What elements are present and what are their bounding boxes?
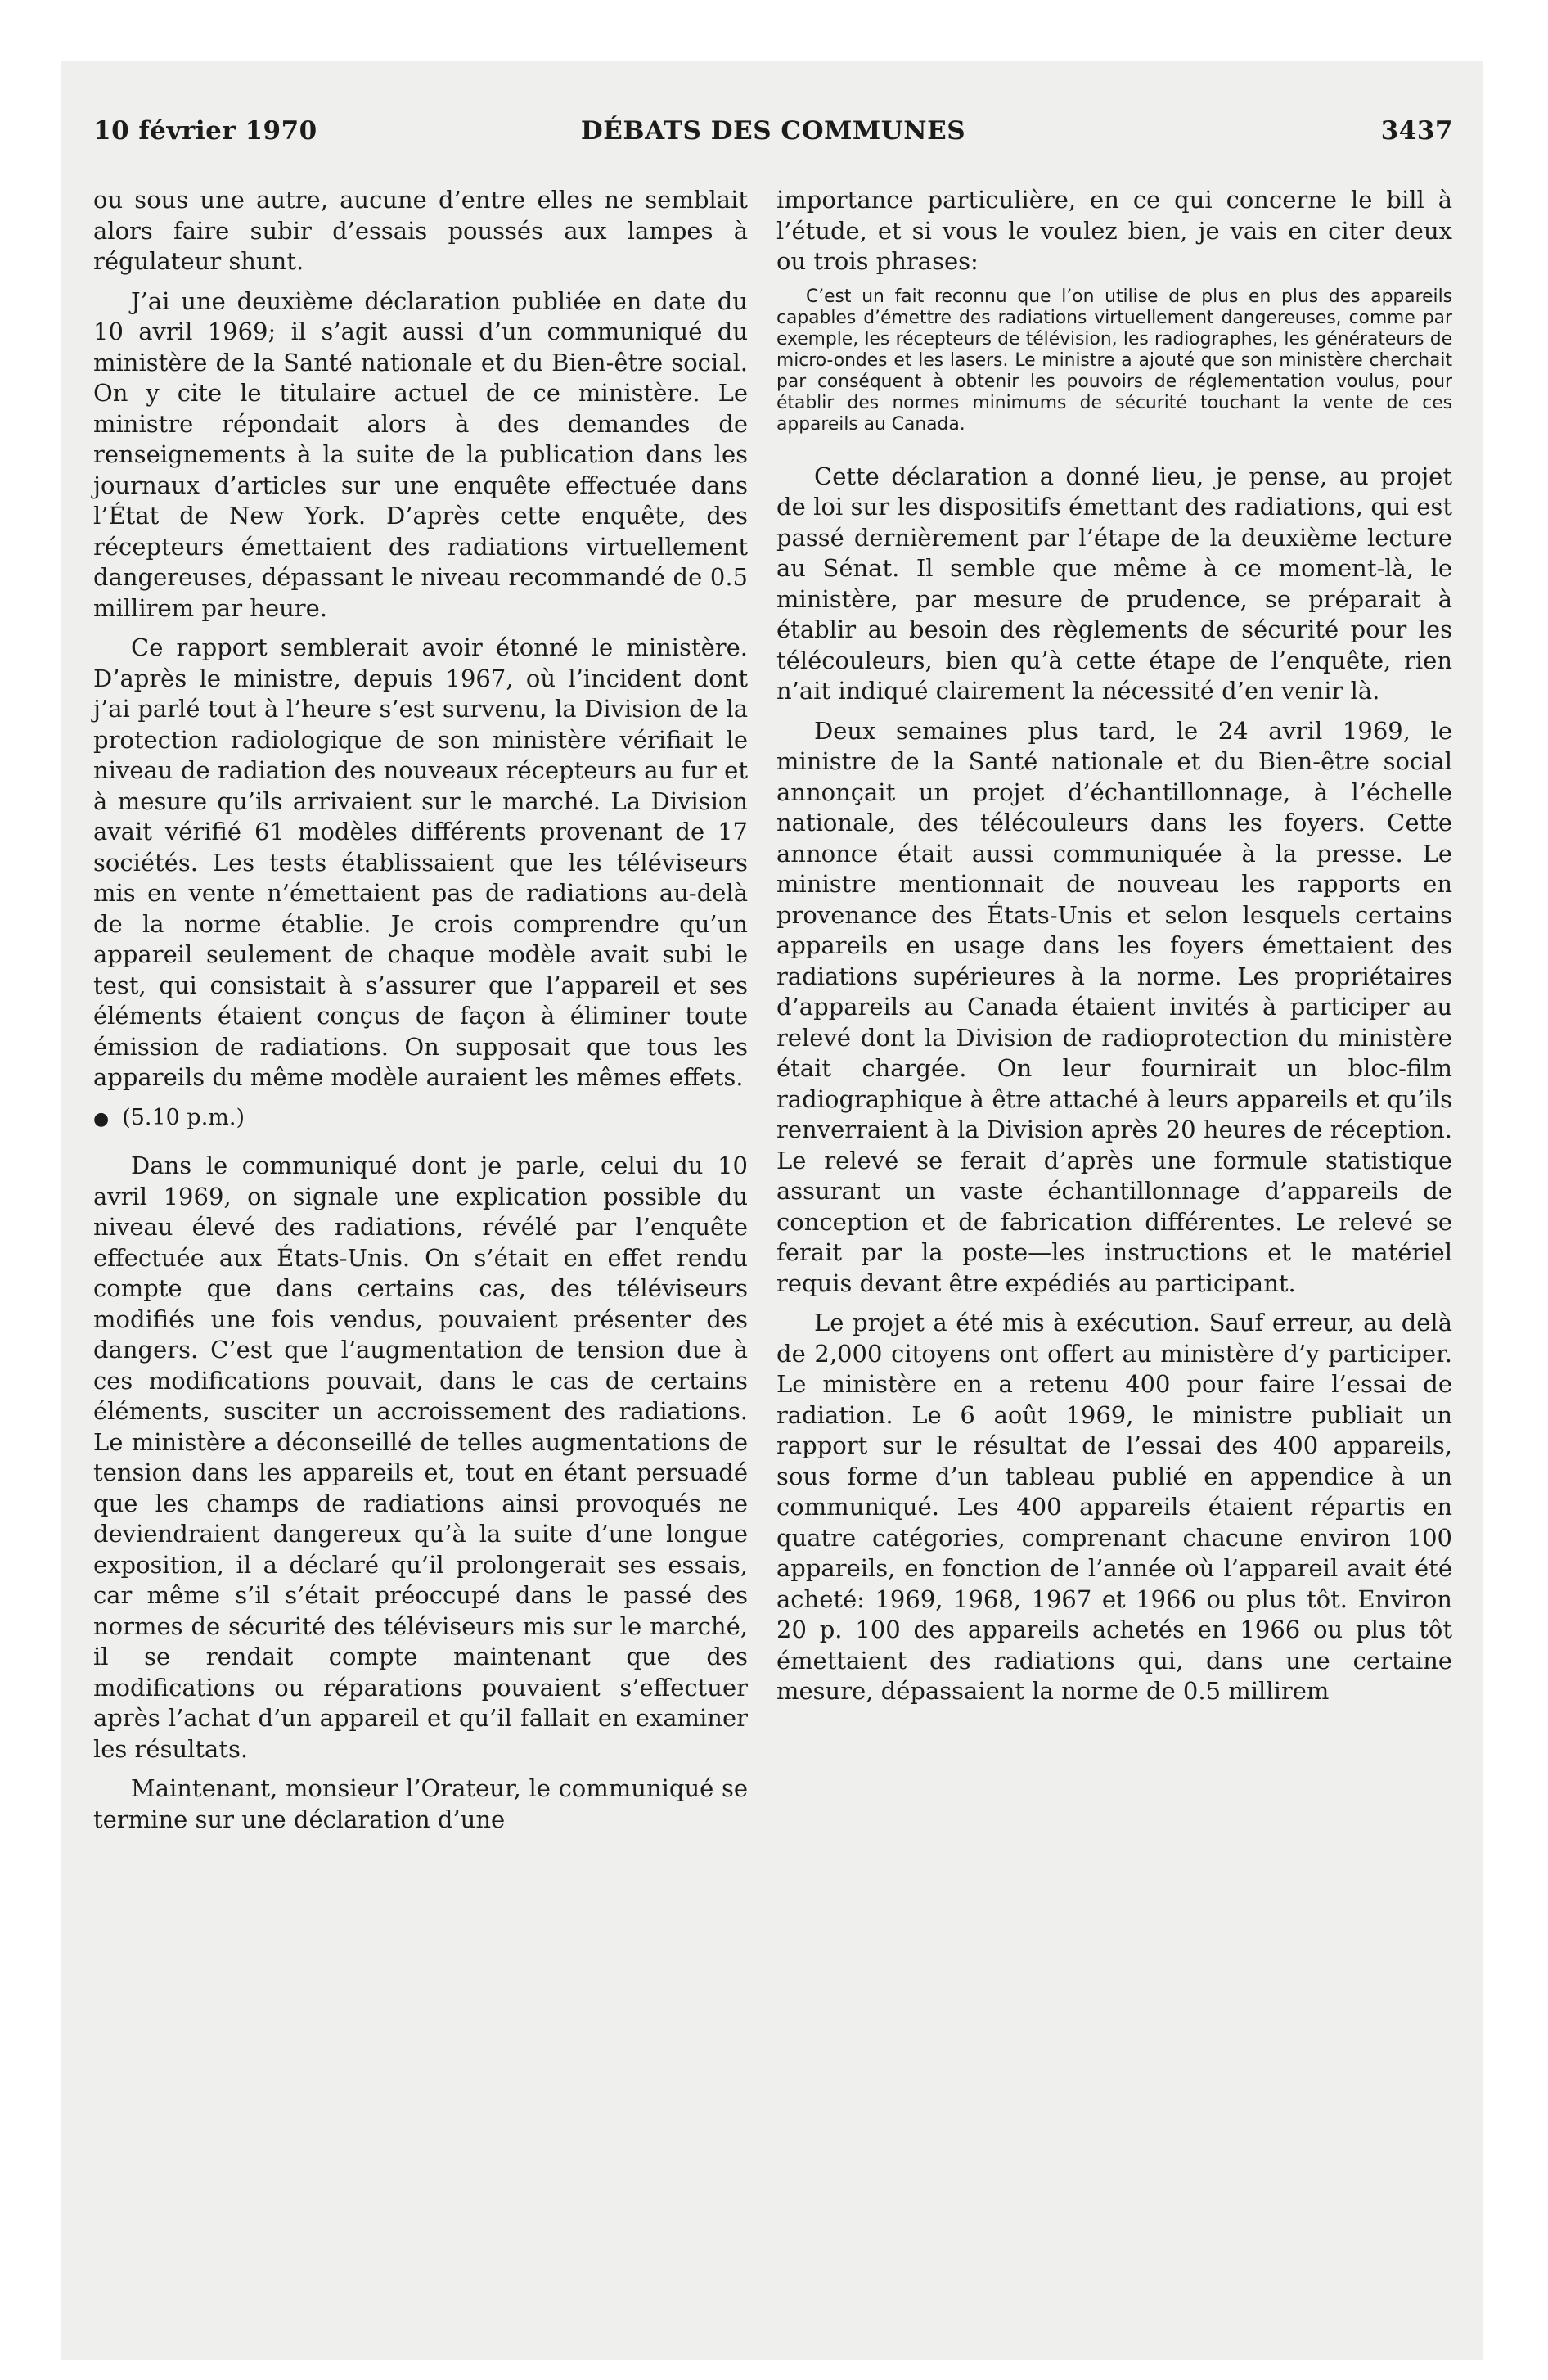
header-title: DÉBATS DES COMMUNES <box>580 116 966 146</box>
paragraph: Deux semaines plus tard, le 24 avril 1969, le ministre de la Santé nationale et du Bien-être social annonçait un projet d’échantillonnage, à l’échelle nationale, des télécouleurs dans les foyers. Cette annonce était aussi communiquée à la presse. Le ministre mentionnait de nouveau les rapports en provenance des États-Unis et selon lesquels certains appareils en usage dans les foyers émettaient des radiations supérieures à la norme. Les propriétaires d’appareils au Canada étaient invités à participer au relevé dont la Division de radioprotection du ministère était chargée. On leur fournirait un bloc-film radiographique à être attaché à leurs appareils et qu’ils renverraient à la Division après 20 heures de réception. Le relevé se ferait d’après une formule statistique assurant un vaste échantillonnage d’appareils de conception et de fabrication différentes. Le relevé se ferait par la poste—les instructions et le matériel requis devant être expédiés au participant. <box>776 716 1452 1297</box>
document-page <box>61 61 1483 2360</box>
left-column <box>93 185 748 1844</box>
paragraph: Maintenant, monsieur l’Orateur, le communiqué se termine sur une déclaration d’une <box>93 1774 748 1833</box>
right-column <box>776 185 1452 1716</box>
paragraph: J’ai une deuxième déclaration publiée en date du 10 avril 1969; il s’agit aussi d’un communiqué du ministère de la Santé nationale et du Bien-être social. On y cite le titulaire actuel de ce ministère. Le ministre répondait alors à des demandes de renseignements à la suite de la publication dans les journaux d’articles sur une enquête effectuée dans l’État de New York. D’après cette enquête, des récepteurs émettaient des radiations virtuellement dangereuses, dépassant le niveau recommandé de 0.5 millirem par heure. <box>93 286 748 622</box>
paragraph: importance particulière, en ce qui concerne le bill à l’étude, et si vous le voulez bien, je vais en citer deux ou trois phrases: <box>776 186 1452 275</box>
timestamp-text: (5.10 p.m.) <box>122 1104 245 1130</box>
page-header <box>93 116 1453 162</box>
paragraph: Cette déclaration a donné lieu, je pense, au projet de loi sur les dispositifs émettant des radiations, qui est passé dernièrement par l’étape de la deuxième lecture au Sénat. Il semble que même à ce moment-là, le ministère, par mesure de prudence, se préparait à établir au besoin des règlements de sécurité pour les télécouleurs, bien qu’à cette étape de l’enquête, rien n’ait indiqué clairement la nécessité d’en venir là. <box>776 462 1452 705</box>
paragraph: Le projet a été mis à exécution. Sauf erreur, au delà de 2,000 citoyens ont offert au ministère d’y participer. Le ministère en a retenu 400 pour faire l’essai de radiation. Le 6 août 1969, le ministre publiait un rapport sur le résultat de l’essai des 400 appareils, sous forme d’un tableau publié en appendice à un communiqué. Les 400 appareils étaient répartis en quatre catégories, comprenant chacune environ 100 appareils, en fonction de l’année où l’appareil avait été acheté: 1969, 1968, 1967 et 1966 ou plus tôt. Environ 20 p. 100 des appareils achetés en 1966 ou plus tôt émettaient des radiations qui, dans une certaine mesure, dépassaient la norme de 0.5 millirem <box>776 1309 1452 1705</box>
page-number: 3437 <box>1380 116 1453 146</box>
bullet-icon: ● <box>93 1108 110 1129</box>
header-date: 10 février 1970 <box>93 116 317 146</box>
paragraph: Ce rapport semblerait avoir étonné le ministère. D’après le ministre, depuis 1967, où l’incident dont j’ai parlé tout à l’heure s’est survenu, la Division de la protection radiologique de son ministère vérifiait le niveau de radiation des nouveaux récepteurs au fur et à mesure qu’ils arrivaient sur le marché. La Division avait vérifié 61 modèles différents provenant de 17 sociétés. Les tests établissaient que les téléviseurs mis en vente n’émettaient pas de radiations au-delà de la norme établie. Je crois comprendre qu’un appareil seulement de chaque modèle avait subi le test, qui consistait à s’assurer que l’appareil et ses éléments étaient conçus de façon à éliminer toute émission de radiations. On supposait que tous les appareils du même modèle auraient les mêmes effets. <box>93 633 748 1091</box>
timestamp <box>93 1102 748 1135</box>
paragraph: Dans le communiqué dont je parle, celui du 10 avril 1969, on signale une explication possible du niveau élevé des radiations, révélé par l’enquête effectuée aux États-Unis. On s’était en effet rendu compte que dans certains cas, des téléviseurs modifiés une fois vendus, pouvaient présenter des dangers. C’est que l’augmentation de tension due à ces modifications pouvait, dans le cas de certains éléments, susciter un accroissement des radiations. Le ministère a déconseillé de telles augmentations de tension dans les appareils et, tout en étant persuadé que les champs de radiations ainsi provoqués ne deviendraient dangereux qu’à la suite d’une longue exposition, il a déclaré qu’il prolongerait ses essais, car même s’il s’était préoccupé dans le passé des normes de sécurité des téléviseurs mis sur le marché, il se rendait compte maintenant que des modifications ou réparations pouvaient s’effectuer après l’achat d’un appareil et qu’il fallait en examiner les résultats. <box>93 1152 748 1763</box>
block-quote: C’est un fait reconnu que l’on utilise de plus en plus des appareils capables d’émettre des radiations virtuellement dangereuses, comme par exemple, les récepteurs de télévision, les radiographes, les générateurs de micro-ondes et les lasers. Le ministre a ajouté que son ministère cherchait par conséquent à obtenir les pouvoirs de réglementation voulus, pour établir des normes minimums de sécurité touchant la vente de ces appareils au Canada. <box>776 286 1452 435</box>
paragraph: ou sous une autre, aucune d’entre elles ne semblait alors faire subir d’essais poussés aux lampes à régulateur shunt. <box>93 186 748 275</box>
